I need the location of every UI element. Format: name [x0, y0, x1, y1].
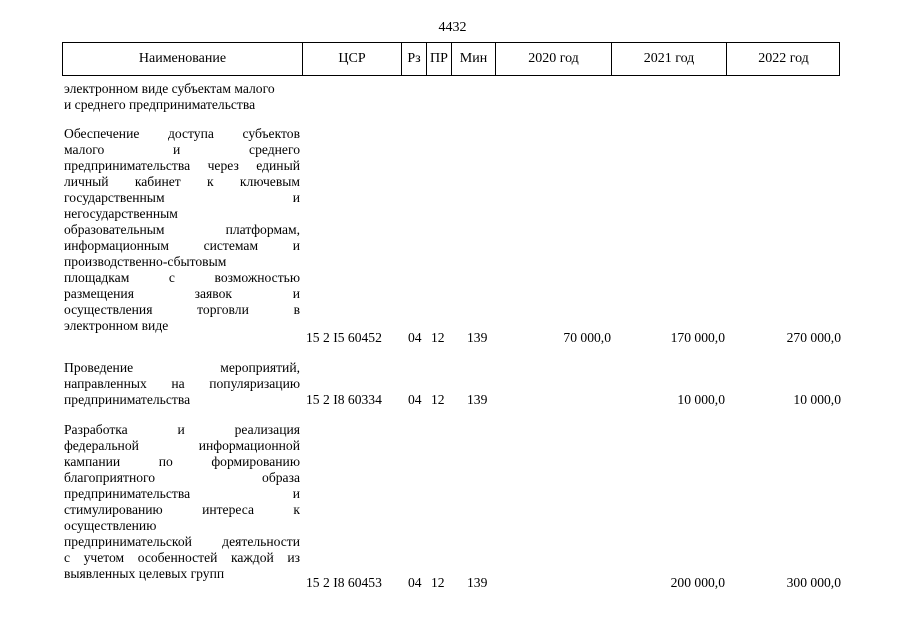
row-name-line: образовательным платформам, — [64, 222, 300, 237]
header-csr: ЦСР — [303, 43, 402, 75]
row-name — [64, 81, 300, 113]
row-name-line: производственно-сбытовым — [64, 254, 227, 269]
row-name-line: негосударственным — [64, 206, 178, 221]
row-name-line: предпринимательства и — [64, 486, 300, 501]
row-name — [64, 422, 300, 582]
header-2021: 2021 год — [612, 43, 727, 75]
row-name-line: электронном виде субъектам малого — [64, 81, 275, 96]
row-name-line: размещения заявок и — [64, 286, 300, 301]
row-name-line: государственным и — [64, 190, 300, 205]
row-rz: 04 — [408, 575, 422, 590]
header-min: Мин — [452, 43, 496, 75]
row-2021: 200 000,0 — [670, 575, 725, 590]
row-name-line: федеральной информационной — [64, 438, 300, 453]
row-name-line: с учетом особенностей каждой из — [64, 550, 300, 565]
header-name: Наименование — [63, 43, 303, 75]
row-min: 139 — [467, 575, 488, 590]
row-name-line: электронном виде — [64, 318, 169, 333]
row-name-line: и среднего предпринимательства — [64, 97, 256, 112]
row-2021: 170 000,0 — [670, 330, 725, 345]
row-name-line: малого и среднего — [64, 142, 300, 157]
row-name-line: осуществления торговли в — [64, 302, 300, 317]
row-name — [64, 126, 300, 334]
row-rz: 04 — [408, 330, 422, 345]
header-2020: 2020 год — [496, 43, 612, 75]
row-name — [64, 360, 300, 408]
row-name-line: стимулированию интереса к — [64, 502, 300, 517]
row-csr: 15 2 I8 60334 — [306, 392, 382, 407]
row-name-line: осуществлению — [64, 518, 157, 533]
row-name-line: выявленных целевых групп — [64, 566, 225, 581]
row-2020: 70 000,0 — [563, 330, 611, 345]
row-2022: 270 000,0 — [786, 330, 841, 345]
row-2021: 10 000,0 — [677, 392, 725, 407]
row-min: 139 — [467, 392, 488, 407]
row-name-line: направленных на популяризацию — [64, 376, 300, 391]
header-pr: ПР — [427, 43, 452, 75]
row-name-line: личный кабинет к ключевым — [64, 174, 300, 189]
row-name-line: Проведение мероприятий, — [64, 360, 300, 375]
row-pr: 12 — [431, 392, 445, 407]
row-name-line: Разработка и реализация — [64, 422, 300, 437]
header-rz: Рз — [402, 43, 427, 75]
row-name-line: благоприятного образа — [64, 470, 300, 485]
row-name-line: площадкам с возможностью — [64, 270, 300, 285]
row-csr: 15 2 I8 60453 — [306, 575, 382, 590]
row-min: 139 — [467, 330, 488, 345]
row-name-line: информационным системам и — [64, 238, 300, 253]
row-2022: 10 000,0 — [793, 392, 841, 407]
header-2022: 2022 год — [758, 51, 809, 66]
row-pr: 12 — [431, 575, 445, 590]
row-name-line: Обеспечение доступа субъектов — [64, 126, 300, 141]
row-name-line: предпринимательства — [64, 392, 191, 407]
row-name-line: кампании по формированию — [64, 454, 300, 469]
row-csr: 15 2 I5 60452 — [306, 330, 382, 345]
row-name-line: предпринимательской деятельности — [64, 534, 300, 549]
row-rz: 04 — [408, 392, 422, 407]
table-header — [62, 42, 840, 76]
page-number: 4432 — [438, 20, 467, 35]
row-2022: 300 000,0 — [786, 575, 841, 590]
row-pr: 12 — [431, 330, 445, 345]
row-name-line: предпринимательства через единый — [64, 158, 300, 173]
